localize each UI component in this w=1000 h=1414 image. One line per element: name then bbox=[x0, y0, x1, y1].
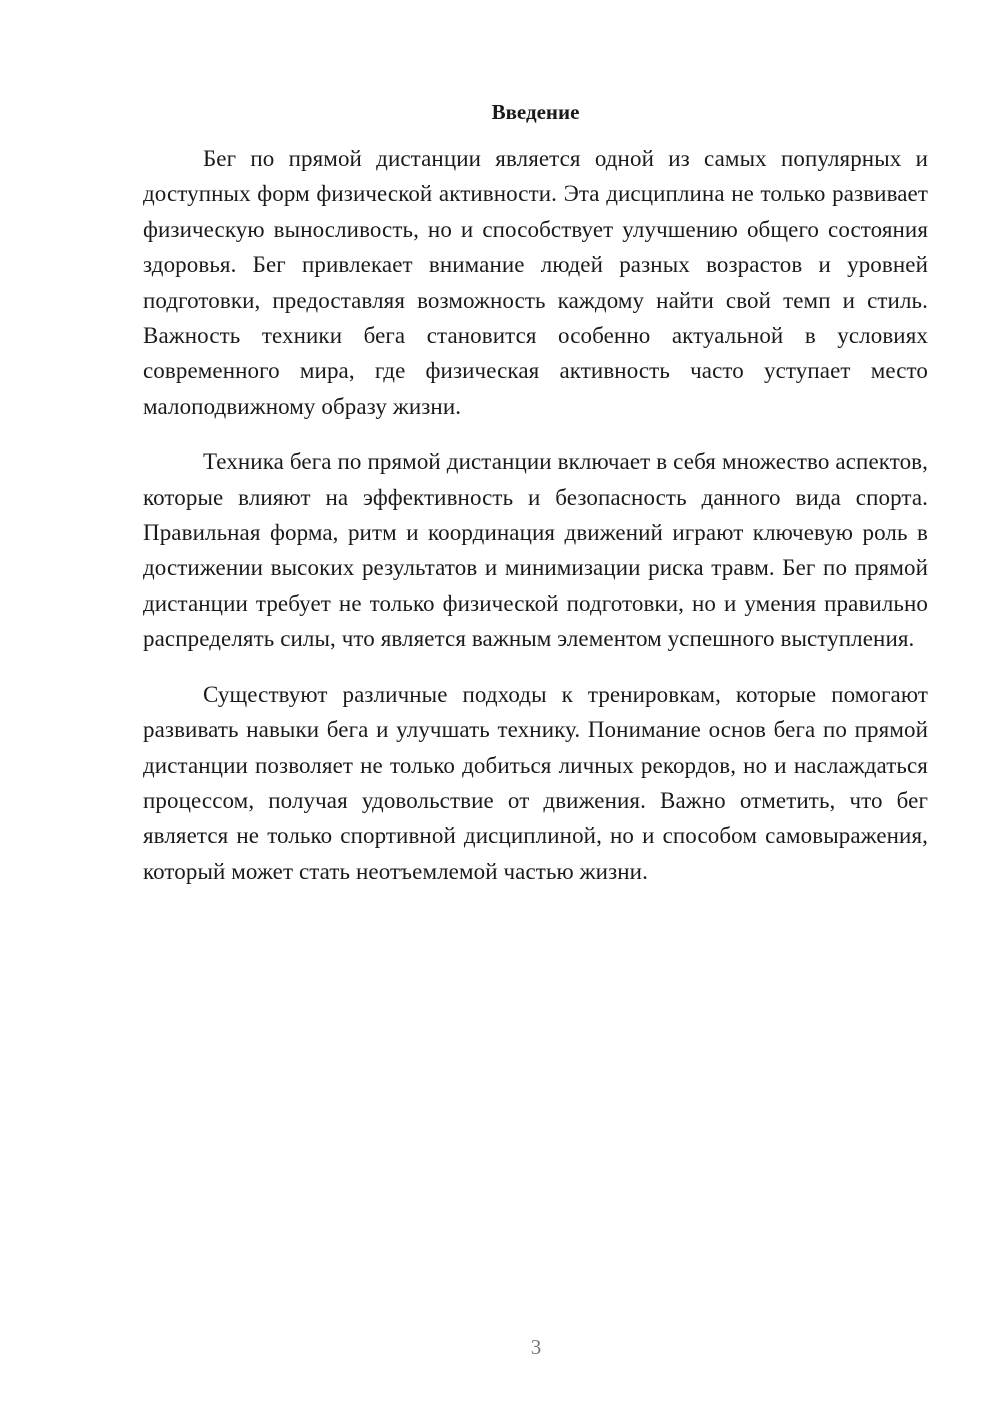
document-body bbox=[143, 141, 928, 909]
section-heading: Введение bbox=[491, 100, 580, 124]
page-number: 3 bbox=[530, 1335, 542, 1359]
paragraph-2: Техника бега по прямой дистанции включает в себя множество аспектов, которые влияют на эффективность и безопасность данного вида спорта. Правильная форма, ритм и координация движений играют ключевую роль в достижении высоких результатов и минимизации риска травм. Бег по прямой дистанции требует не только физической подготовки, но и умения правильно распределять силы, что является важным элементом успешного выступления. bbox=[143, 449, 928, 652]
paragraph-3: Существуют различные подходы к тренировкам, которые помогают развивать навыки бега и улучшать технику. Понимание основ бега по прямой дистанции позволяет не только добиться личных рекордов, но и наслаждаться процессом, получая удовольствие от движения. Важно отметить, что бег является не только спортивной дисциплиной, но и способом самовыражения, который может стать неотъемлемой частью жизни. bbox=[143, 681, 928, 884]
paragraph-1: Бег по прямой дистанции является одной из самых популярных и доступных форм физической активности. Эта дисциплина не только развивает физическую выносливость, но и способствует улучшению общего состояния здоровья. Бег привлекает внимание людей разных возрастов и уровней подготовки, предоставляя возможность каждому найти свой темп и стиль. Важность техники бега становится особенно актуальной в условиях современного мира, где физическая активность часто уступает место малоподвижному образу жизни. bbox=[143, 146, 928, 419]
